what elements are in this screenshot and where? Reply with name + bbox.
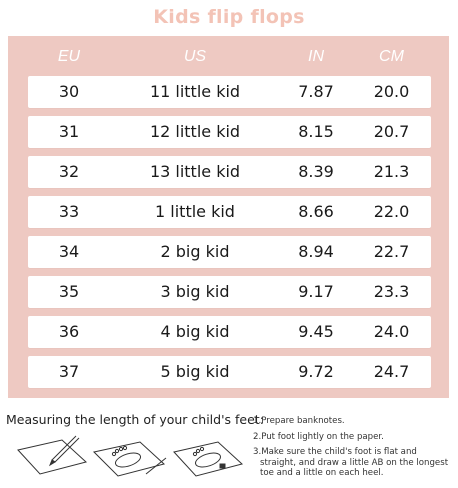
cell-us: 11 little kid <box>149 82 241 101</box>
page-title: Kids flip flops <box>153 6 305 28</box>
cell-eu: 31 <box>58 122 80 141</box>
cell-cm: 24.7 <box>373 362 410 381</box>
header-us: US <box>183 48 207 65</box>
cell-cm: 20.0 <box>373 82 410 101</box>
cell-in: 9.72 <box>298 362 334 381</box>
table-row <box>28 76 431 108</box>
table-row <box>28 356 431 388</box>
cell-cm: 24.0 <box>373 322 410 341</box>
measure-step: 1.Prepare banknotes. <box>253 416 345 426</box>
cell-eu: 34 <box>58 242 80 261</box>
cell-us: 5 big kid <box>160 362 230 381</box>
measure-step: toe and a little on each heel. <box>260 468 384 478</box>
cell-in: 9.45 <box>298 322 334 341</box>
cell-us: 2 big kid <box>160 242 230 261</box>
paper-pencil-icon <box>18 436 86 474</box>
footprint-paper-icon <box>94 442 166 476</box>
measure-step: straight, and draw a little AB on the longest <box>260 457 449 468</box>
cell-eu: 33 <box>58 202 80 221</box>
cell-cm: 21.3 <box>373 162 410 181</box>
cell-cm: 22.0 <box>373 202 410 221</box>
measure-title: Measuring the length of your child's feet: <box>6 412 264 427</box>
cell-cm: 20.7 <box>373 122 410 141</box>
cell-us: 12 little kid <box>149 122 241 141</box>
table-header <box>8 48 449 70</box>
cell-in: 8.94 <box>298 242 334 261</box>
header-eu: EU <box>57 48 81 65</box>
cell-eu: 30 <box>58 82 80 101</box>
foot-outline-icon <box>174 442 242 476</box>
table-row <box>28 196 431 228</box>
header-cm: CM <box>379 48 404 65</box>
measure-step: 2.Put foot lightly on the paper. <box>253 431 384 442</box>
size-chart-table <box>8 36 449 398</box>
cell-in: 8.39 <box>298 162 334 181</box>
cell-eu: 37 <box>58 362 80 381</box>
table-row <box>28 276 431 308</box>
measure-steps <box>253 416 458 479</box>
cell-us: 4 big kid <box>160 322 230 341</box>
measure-step: 3.Make sure the child's foot is flat and <box>253 447 417 457</box>
cell-cm: 22.7 <box>373 242 410 261</box>
cell-in: 7.87 <box>298 82 334 101</box>
cell-eu: 36 <box>58 322 80 341</box>
cell-eu: 32 <box>58 162 80 181</box>
cell-in: 8.15 <box>298 122 334 141</box>
cell-eu: 35 <box>58 282 80 301</box>
cell-cm: 23.3 <box>373 282 410 301</box>
table-row <box>28 156 431 188</box>
cell-in: 8.66 <box>298 202 334 221</box>
cell-us: 1 little kid <box>155 202 235 221</box>
table-row <box>28 236 431 268</box>
header-in: IN <box>308 48 324 65</box>
cell-us: 3 big kid <box>160 282 230 301</box>
table-row <box>28 116 431 148</box>
cell-in: 9.17 <box>298 282 334 301</box>
cell-us: 13 little kid <box>149 162 241 181</box>
measuring-illustration <box>14 430 244 486</box>
table-row <box>28 316 431 348</box>
